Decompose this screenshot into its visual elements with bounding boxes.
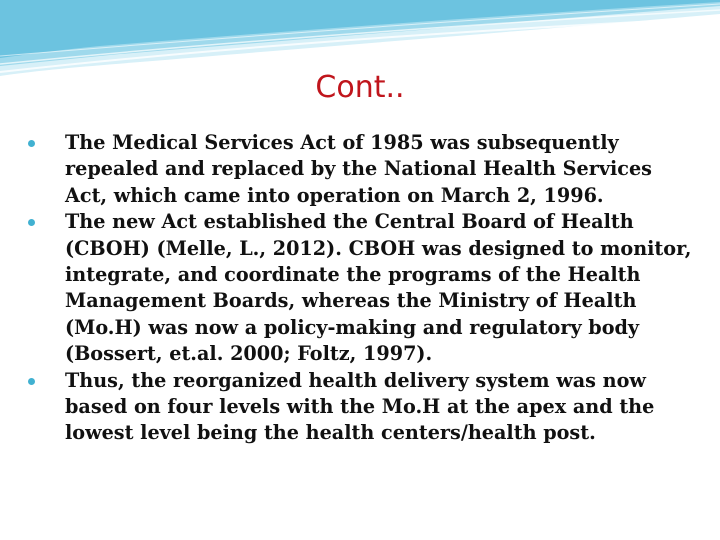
bullet-item bbox=[28, 209, 698, 367]
bullet-item bbox=[28, 368, 698, 447]
bullet-dot-icon bbox=[28, 219, 35, 226]
bullet-dot-icon bbox=[28, 378, 35, 385]
bullet-text: The Medical Services Act of 1985 was subsequently repealed and replaced by the National Health Services Act, which came into operation on March 2, 1996. bbox=[65, 131, 652, 207]
slide-title: Cont.. bbox=[315, 70, 405, 105]
bullet-text: Thus, the reorganized health delivery system was now based on four levels with the Mo.H at the apex and the lowest level being the health centers/health post. bbox=[65, 368, 655, 445]
bullet-text: The new Act established the Central Board of Health (CBOH) (Melle, L., 2012). CBOH was designed to monitor, integrate, and coordinate the programs of the Health Management Boards, whereas the Ministry of Health (Mo.H) was now a policy-making and regulatory body (Bossert, et.al. 2000; Foltz, 1997). bbox=[65, 210, 692, 366]
bullet-item bbox=[28, 130, 698, 209]
bullet-dot-icon bbox=[28, 140, 35, 147]
bullet-list bbox=[28, 130, 698, 447]
